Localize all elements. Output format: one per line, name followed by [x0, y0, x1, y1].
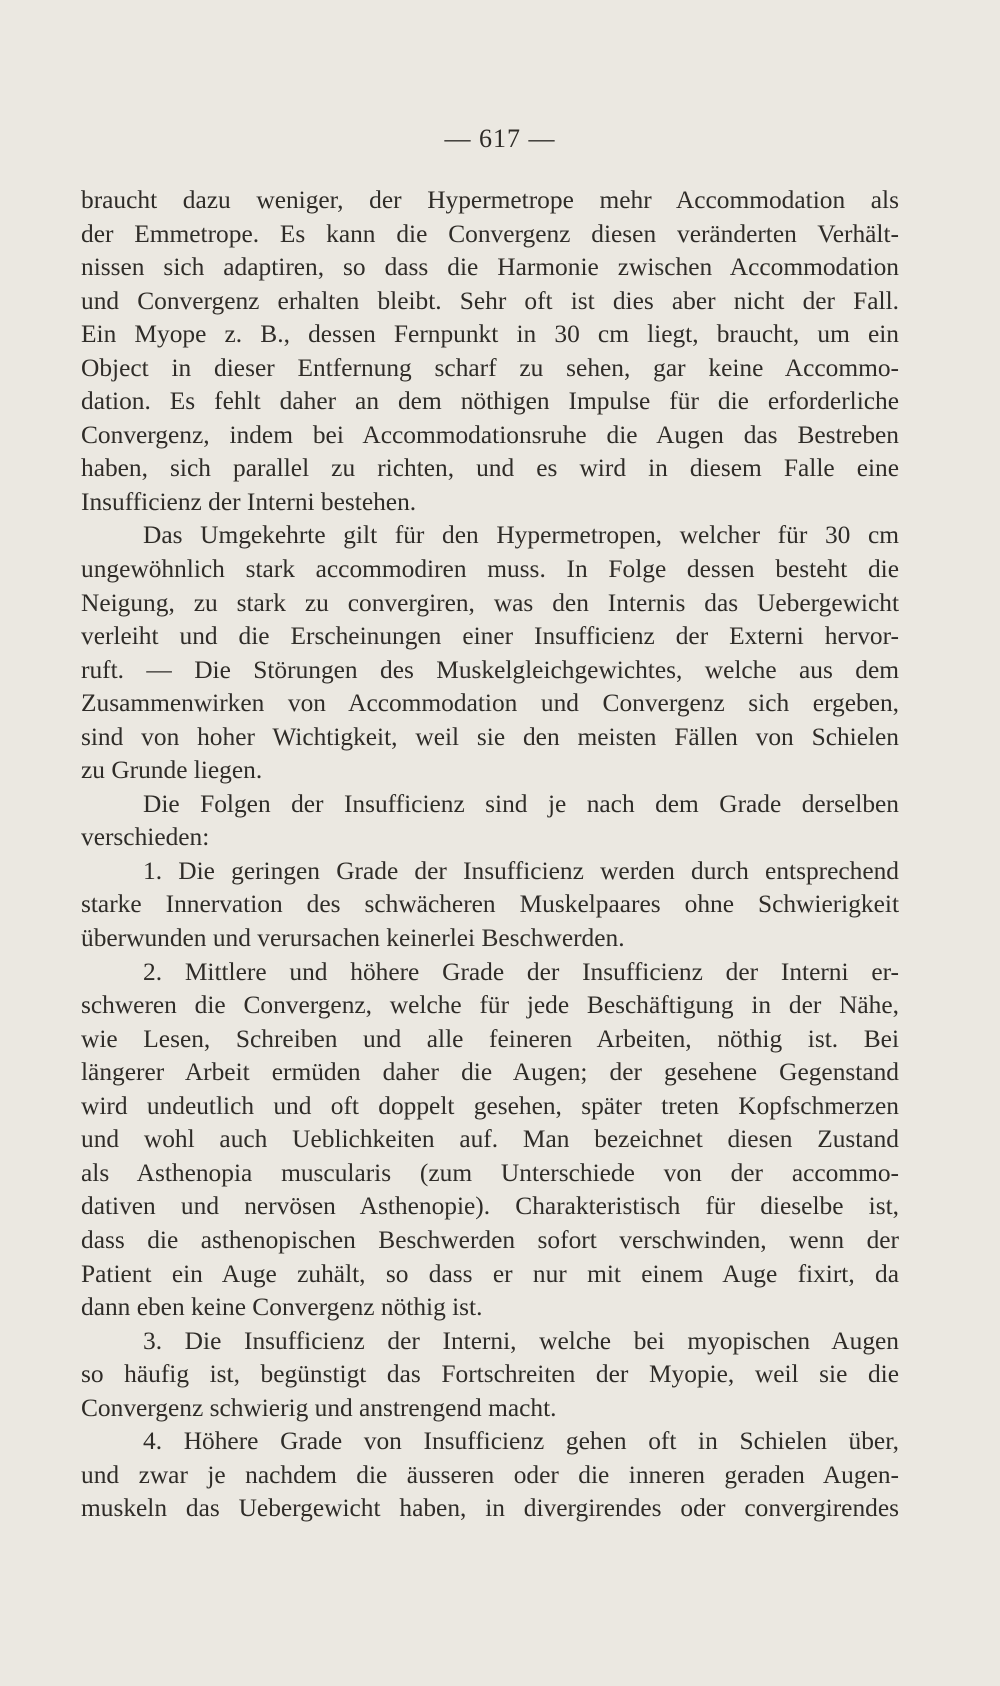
text-line: starke Innervation des schwächeren Muskelpaares ohne Schwierigkeit	[81, 890, 899, 919]
text-line: und wohl auch Ueblichkeiten auf. Man bezeichnet diesen Zustand	[81, 1125, 899, 1154]
text-line: braucht dazu weniger, der Hypermetrope mehr Accommodation als	[81, 186, 899, 214]
text-line: dation. Es fehlt daher an dem nöthigen Impulse für die erforderliche	[81, 387, 899, 416]
text-line: nissen sich adaptiren, so dass die Harmonie zwischen Accommodation	[81, 253, 899, 282]
text-line: 3. Die Insufficienz der Interni, welche bei myopischen Augen	[143, 1326, 899, 1355]
text-line: 4. Höhere Grade von Insufficienz gehen oft in Schielen über,	[143, 1427, 899, 1456]
text-line: haben, sich parallel zu richten, und es wird in diesem Falle eine	[81, 454, 899, 483]
text-line: Insufficienz der Interni bestehen.	[81, 487, 417, 516]
text-line: und Convergenz erhalten bleibt. Sehr oft ist dies aber nicht der Fall.	[81, 286, 899, 315]
text-line: dann eben keine Convergenz nöthig ist.	[81, 1293, 483, 1322]
text-line: ungewöhnlich stark accommodiren muss. In Folge dessen besteht die	[81, 555, 899, 584]
text-line: wie Lesen, Schreiben und alle feineren Arbeiten, nöthig ist. Bei	[81, 1024, 899, 1053]
text-line: Ein Myope z. B., dessen Fernpunkt in 30 cm liegt, braucht, um ein	[81, 320, 899, 349]
text-line: verleiht und die Erscheinungen einer Insufficienz der Externi hervor-	[81, 622, 899, 651]
text-line: Das Umgekehrte gilt für den Hypermetropen, welcher für 30 cm	[143, 521, 899, 550]
text-line: Die Folgen der Insufficienz sind je nach dem Grade derselben	[143, 789, 899, 818]
text-line: überwunden und verursachen keinerlei Beschwerden.	[81, 924, 625, 953]
text-line: Convergenz, indem bei Accommodationsruhe die Augen das Bestreben	[81, 420, 899, 449]
text-line: wird undeutlich und oft doppelt gesehen, später treten Kopfschmerzen	[81, 1091, 899, 1120]
text-line: 2. Mittlere und höhere Grade der Insufficienz der Interni er-	[143, 957, 899, 986]
text-line: verschieden:	[81, 823, 210, 852]
text-line: Object in dieser Entfernung scharf zu sehen, gar keine Accommo-	[81, 353, 899, 382]
text-line: Neigung, zu stark zu convergiren, was den Internis das Uebergewicht	[81, 588, 899, 617]
text-line: Convergenz schwierig und anstrengend macht.	[81, 1393, 557, 1422]
text-line: Zusammenwirken von Accommodation und Convergenz sich ergeben,	[81, 689, 899, 718]
page-number: — 617 —	[444, 124, 556, 153]
text-line: zu Grunde liegen.	[81, 756, 263, 785]
text-line: und zwar je nachdem die äusseren oder die inneren geraden Augen-	[81, 1460, 899, 1489]
text-line: dativen und nervösen Asthenopie). Charakteristisch für dieselbe ist,	[81, 1192, 899, 1221]
text-line: Patient ein Auge zuhält, so dass er nur mit einem Auge fixirt, da	[81, 1259, 899, 1288]
text-line: schweren die Convergenz, welche für jede Beschäftigung in der Nähe,	[81, 991, 899, 1020]
text-line: als Asthenopia muscularis (zum Unterschiede von der accommo-	[81, 1158, 899, 1187]
text-line: der Emmetrope. Es kann die Convergenz diesen veränderten Verhält-	[81, 219, 899, 248]
text-line: 1. Die geringen Grade der Insufficienz werden durch entsprechend	[143, 856, 899, 885]
text-line: sind von hoher Wichtigkeit, weil sie den meisten Fällen von Schielen	[81, 722, 899, 751]
text-line: so häufig ist, begünstigt das Fortschreiten der Myopie, weil sie die	[81, 1360, 899, 1389]
text-line: muskeln das Uebergewicht haben, in divergirendes oder convergirendes	[81, 1494, 899, 1523]
text-line: dass die asthenopischen Beschwerden sofort verschwinden, wenn der	[81, 1225, 899, 1254]
text-line: ruft. — Die Störungen des Muskelgleichgewichtes, welche aus dem	[81, 655, 899, 684]
body-text	[81, 184, 899, 1526]
text-line: längerer Arbeit ermüden daher die Augen; der gesehene Gegenstand	[81, 1058, 899, 1087]
